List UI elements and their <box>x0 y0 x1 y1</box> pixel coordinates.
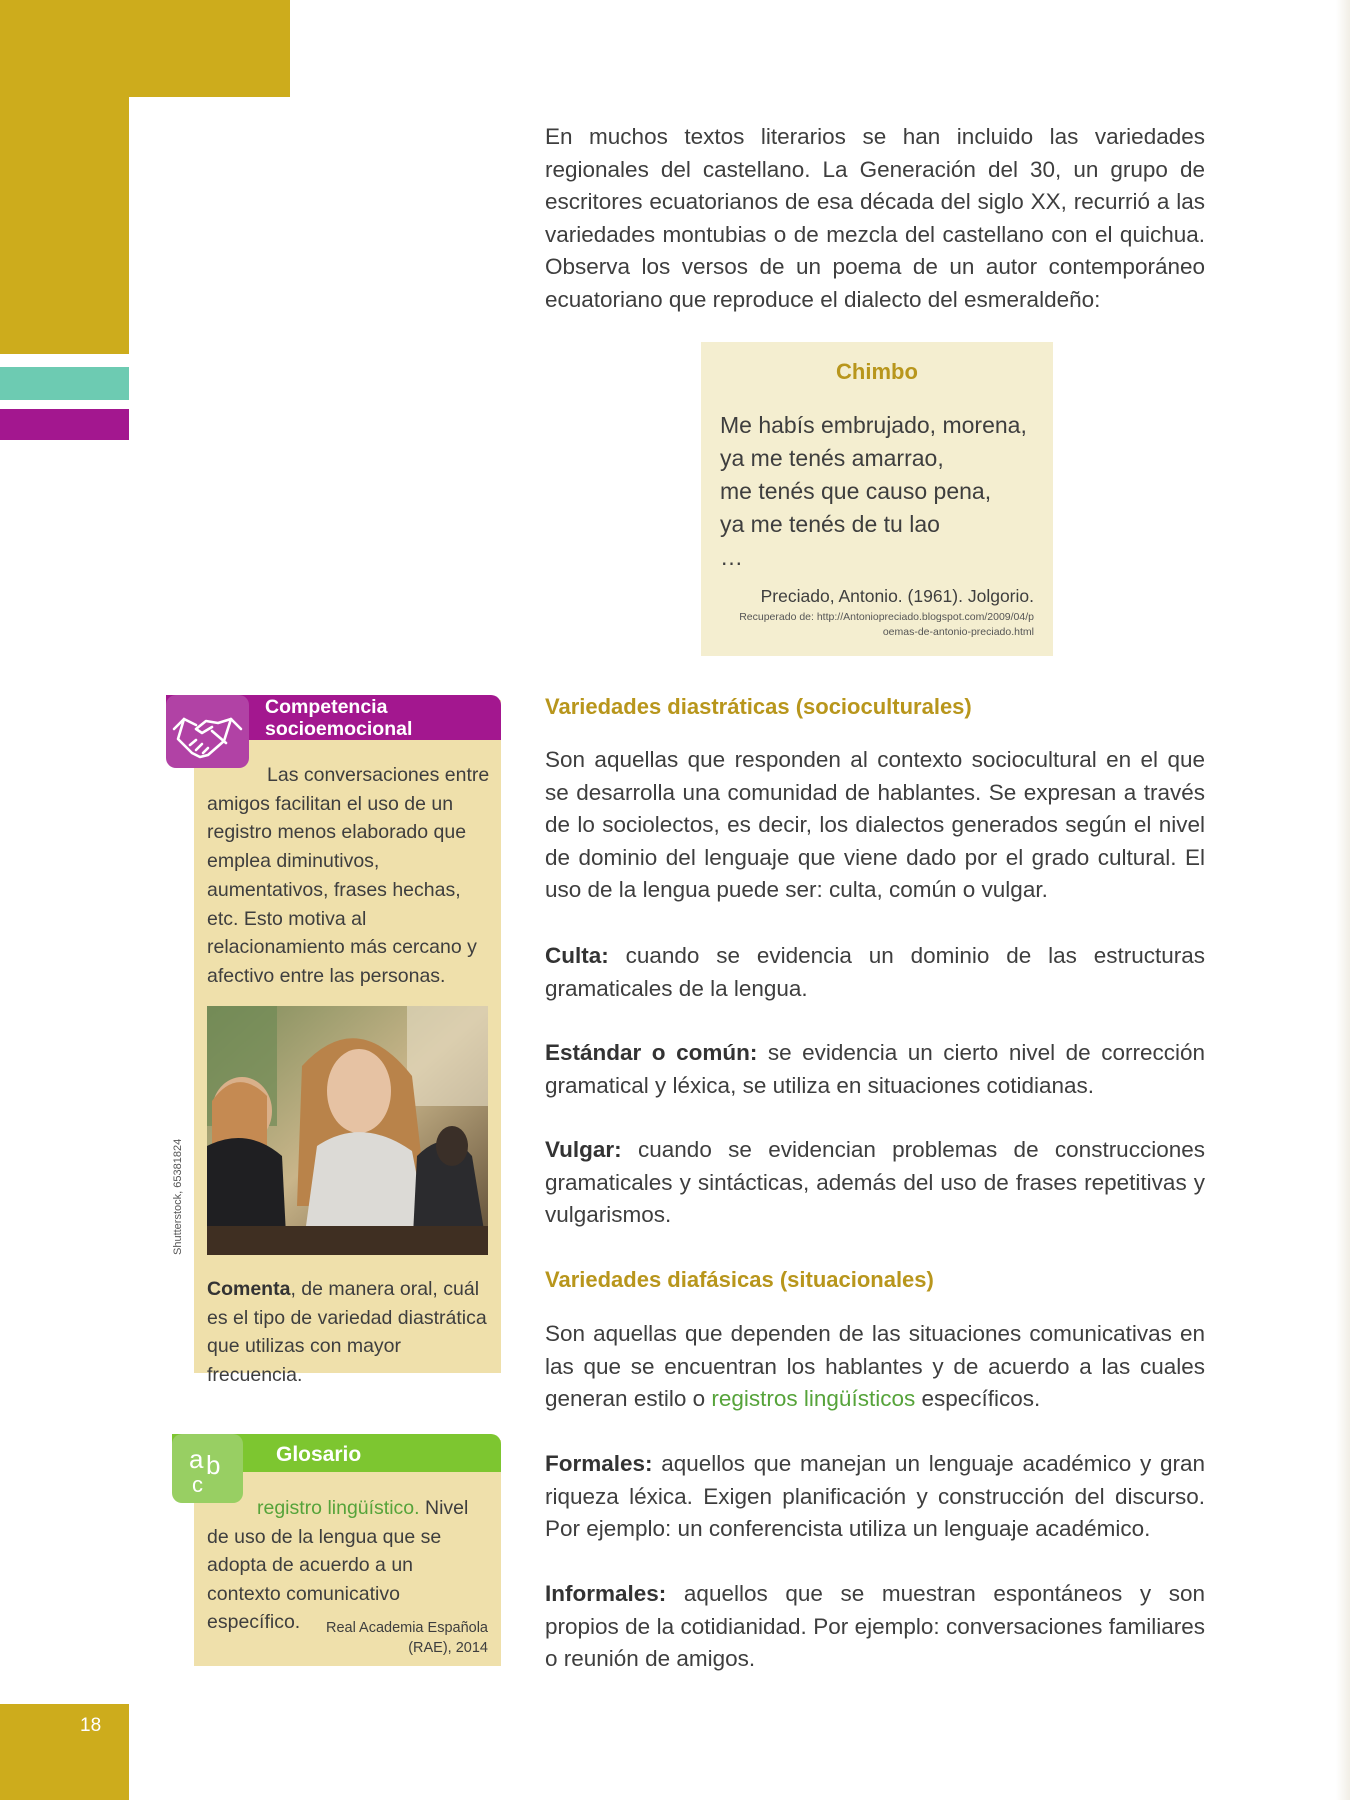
abc-icon-letter-c: c <box>192 1472 203 1497</box>
section-title-diafasicas: Variedades diafásicas (situacionales) <box>545 1267 934 1292</box>
decorative-stripe-teal <box>0 367 129 400</box>
friends-conversation-photo <box>207 1006 488 1255</box>
poem-line: … <box>720 544 743 570</box>
page-number: 18 <box>80 1715 102 1736</box>
poem-line: Me habís embrujado, morena, <box>720 412 1027 438</box>
informales-text: aquellos que se muestran espontáneos y son propios de la cotidianidad. Por ejemplo: conversaciones familiares o reunión de amigos. <box>545 1581 1205 1671</box>
poem-source-url: Recuperado de: http://Antoniopreciado.blogspot.com/2009/04/poemas-de-antonio-preciado.html <box>739 611 1034 638</box>
diafasicas-text-start: Son aquellas que dependen de las situaciones comunicativas en las que se encuentran los hablantes y de acuerdo a las cuales generan estilo o <box>545 1321 1205 1411</box>
informales-paragraph <box>545 1578 1205 1676</box>
formales-paragraph <box>545 1448 1205 1546</box>
estandar-term: Estándar o común: <box>545 1040 758 1065</box>
informales-term: Informales: <box>545 1581 667 1606</box>
abc-icon-letter-a: a <box>189 1444 204 1474</box>
culta-paragraph <box>545 940 1205 1005</box>
handshake-icon <box>166 695 249 768</box>
poem-citation: Preciado, Antonio. (1961). Jolgorio. <box>760 586 1034 606</box>
competencia-title: Competencia socioemocional <box>265 696 413 740</box>
poem-box <box>701 342 1053 656</box>
comment-prompt: Comenta, de manera oral, cuál es el tipo de variedad diastrática que utilizas con mayor frecuencia. <box>207 1278 487 1386</box>
formales-term: Formales: <box>545 1451 653 1476</box>
vulgar-paragraph <box>545 1134 1205 1232</box>
culta-text: cuando se evidencia un dominio de las estructuras gramaticales de la lengua. <box>545 943 1205 1001</box>
decorative-bar-top <box>0 0 290 97</box>
abc-icon-letter-b: b <box>206 1450 221 1480</box>
diastraticas-paragraph: Son aquellas que responden al contexto sociocultural en el que se desarrolla una comunidad de hablantes. Se expresan a través de lo sociolectos, es decir, los dialectos generados según el nivel de dominio del lenguaje que viene dado por el grado cultural. El uso de la lengua puede ser: culta, común o vulgar. <box>545 747 1205 902</box>
glosario-citation: Real Academia Española (RAE), 2014 <box>325 1620 488 1656</box>
formales-text: aquellos que manejan un lenguaje académico y gran riqueza léxica. Exigen planificación y construcción del discurso. Por ejemplo: un conferencista utiliza un lenguaje académico. <box>545 1451 1205 1541</box>
decorative-bar-side <box>0 97 129 354</box>
poem-verses <box>720 409 1027 574</box>
section-title-diastraticas: Variedades diastráticas (socioculturales) <box>545 694 972 719</box>
poem-line: me tenés que causo pena, <box>720 478 992 504</box>
poem-line: ya me tenés amarrao, <box>720 445 944 471</box>
page-number-tab <box>0 1704 129 1800</box>
glosario-definition: registro lingüístico. Nivel de uso de la lengua que se adopta de acuerdo a un contexto comunicativo específico. <box>207 1497 469 1633</box>
estandar-text: se evidencia un cierto nivel de corrección gramatical y léxica, se utiliza en situaciones cotidianas. <box>545 1040 1205 1098</box>
decorative-stripe-magenta <box>0 409 129 440</box>
glossary-term-link[interactable]: registros lingüísticos <box>711 1386 916 1411</box>
estandar-paragraph <box>545 1037 1205 1102</box>
abc-icon <box>172 1434 243 1503</box>
poem-title: Chimbo <box>836 359 918 384</box>
vulgar-term: Vulgar: <box>545 1137 622 1162</box>
glosario-title: Glosario <box>276 1443 362 1466</box>
poem-line: ya me tenés de tu lao <box>720 511 940 537</box>
intro-paragraph: En muchos textos literarios se han incluido las variedades regionales del castellano. La Generación del 30, un grupo de escritores ecuatorianos de esa década del siglo XX, recurrió a las variedades montubias o de mezcla del castellano con el quichua. Observa los versos de un poema de un autor contemporáneo ecuatoriano que reproduce el dialecto del esmeraldeño: <box>545 124 1205 312</box>
page-edge-shadow <box>1336 0 1350 1800</box>
diafasicas-paragraph <box>545 1318 1205 1416</box>
glosario-term: registro lingüístico. <box>257 1497 420 1519</box>
culta-term: Culta: <box>545 943 609 968</box>
competencia-text: Las conversaciones entre amigos facilitan el uso de un registro menos elaborado que emplea diminutivos, aumentativos, frases hechas, etc. Esto motiva al relacionamiento más cercano y afectivo entre las personas. <box>207 764 490 987</box>
photo-credit: Shutterstock, 65381824 <box>172 1138 184 1255</box>
comment-term: Comenta <box>207 1278 291 1300</box>
diafasicas-text-end: específicos. <box>915 1386 1041 1411</box>
vulgar-text: cuando se evidencian problemas de construcciones gramaticales y sintácticas, además del uso de frases repetitivas y vulgarismos. <box>545 1137 1205 1227</box>
